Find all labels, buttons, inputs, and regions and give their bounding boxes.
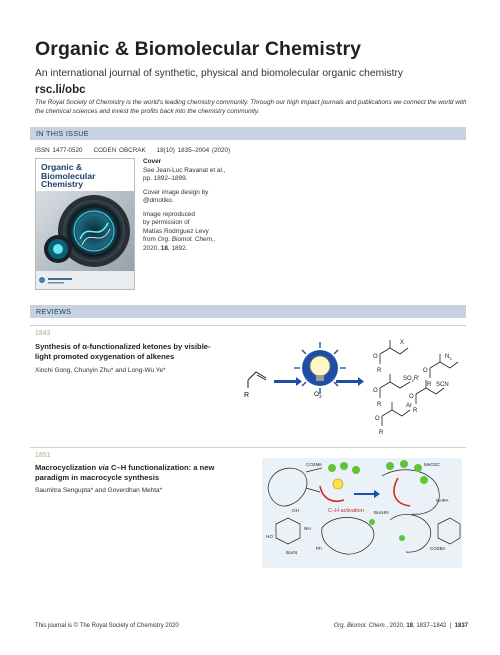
macrocyclization-graphic xyxy=(262,458,462,568)
reproduction-credit: by permission of xyxy=(143,219,190,226)
graphic-label: CO2Bn xyxy=(430,546,446,551)
light-bulb-icon xyxy=(294,342,346,394)
reviews-bar xyxy=(30,305,466,318)
cover-artwork xyxy=(36,191,134,289)
cover-journal-title xyxy=(41,163,95,189)
article-title-line: paradigm in macrocycle synthesis xyxy=(35,473,160,482)
footer-text: , 2020, xyxy=(386,623,407,629)
product-r-label: R xyxy=(377,402,382,408)
credit-volume: 18 xyxy=(160,244,168,252)
cover-title-line: Chemistry xyxy=(41,179,84,190)
product-r-label: R xyxy=(413,408,418,414)
reproduction-credit xyxy=(143,245,243,254)
ketone-synthesis-scheme xyxy=(240,328,470,438)
article-authors: Xinchi Gong, Chunyin Zhu* and Long-Wu Ye* xyxy=(35,367,166,374)
in-this-issue-label: IN THIS ISSUE xyxy=(36,129,89,138)
product-o-label: O xyxy=(375,416,380,422)
product-n3-label xyxy=(445,354,452,361)
graphic-label: HO xyxy=(266,534,273,539)
volume-range: 18(10) 1835–2004 (2020) xyxy=(156,147,231,154)
cover-design-credit: Cover image design by xyxy=(143,188,209,196)
graphic-label: NH xyxy=(304,526,311,531)
title-text: Macrocyclization xyxy=(35,463,99,472)
so2-subscript: 2 xyxy=(411,378,414,383)
article-title[interactable] xyxy=(35,342,235,362)
o2-subscript: 2 xyxy=(319,394,322,399)
reproduction-credit: Image reproduced xyxy=(143,210,195,218)
footer-citation xyxy=(334,623,468,629)
oxygen-label xyxy=(314,391,322,399)
product-ar-label: Ar xyxy=(406,403,412,409)
product-r-label: R xyxy=(427,382,432,388)
article-title-line: Synthesis of α-functionalized ketones by visible- xyxy=(35,342,211,351)
credit-text: 2020, xyxy=(143,244,161,252)
cover-title-line: Biomolecular xyxy=(41,170,96,181)
so2-text: SO xyxy=(403,376,412,382)
title-text: C–H functionalization: a new xyxy=(108,463,215,472)
page-number: 1851 xyxy=(35,452,51,459)
credit-text: , xyxy=(213,236,216,243)
graphic-label: CO2Me xyxy=(306,462,322,467)
cover-reference[interactable] xyxy=(143,167,243,184)
credit-text: , 1892. xyxy=(167,244,188,252)
product-r-label: R xyxy=(379,430,384,436)
journal-url[interactable]: rsc.li/obc xyxy=(35,84,86,96)
product-so2r-label xyxy=(403,376,419,383)
article-title-line xyxy=(35,463,235,473)
in-this-issue-bar xyxy=(30,127,466,140)
graphic-label: OH xyxy=(292,508,299,513)
article-title-line: light promoted oxygenation of alkenes xyxy=(35,352,175,361)
product-scn-label: SCN xyxy=(436,382,449,388)
product-o-label: O xyxy=(373,354,378,360)
ch-activation-label: C–H activation xyxy=(328,508,364,514)
reproduction-credit: Matías Rodríguez Levy xyxy=(143,227,209,235)
graphic-label: NHPA xyxy=(436,498,449,503)
journal-subtitle: An international journal of synthetic, physical and biomolecular organic chemistry xyxy=(35,68,404,79)
title-italic: via xyxy=(98,463,109,472)
graphic-label: Ph xyxy=(316,546,322,551)
graphic-label: MeO2C xyxy=(424,462,440,467)
n3-subscript: 3 xyxy=(449,356,452,361)
cover-caption xyxy=(143,158,243,253)
cover-title-line: Organic & xyxy=(41,162,83,172)
divider xyxy=(30,325,466,326)
footer-separator: | xyxy=(449,623,452,629)
article-title[interactable] xyxy=(35,463,235,483)
graphic-label: BocN xyxy=(286,550,298,555)
reaction-arrowhead xyxy=(296,377,302,386)
page-number: 1843 xyxy=(35,330,51,337)
footer-page-number: 1837 xyxy=(454,623,468,629)
o2-text: O xyxy=(314,391,320,398)
cover-reference-line: See Jean-Luc Ravanat et al., xyxy=(143,166,226,174)
footer-journal: Org. Biomol. Chem. xyxy=(333,623,387,629)
catalyst-icon xyxy=(333,479,343,489)
so2-r-text: R' xyxy=(413,376,420,382)
issn: ISSN 1477-0520 xyxy=(35,147,83,154)
rsc-description: The Royal Society of Chemistry is the world's leading chemistry community. Through our high impact journals and publications we connect the world with the chemical sciences and invest the profits back into the chemistry community. xyxy=(35,99,467,115)
article-authors: Saumitra Sengupta* and Goverdhan Mehta* xyxy=(35,487,163,494)
product-o-label: O xyxy=(409,394,414,400)
product-x-label: X xyxy=(400,340,405,346)
coden: CODEN OBCRAK xyxy=(93,147,146,154)
reviews-label: REVIEWS xyxy=(36,307,72,316)
cover-thumbnail[interactable] xyxy=(35,158,135,290)
reaction-arrow-left xyxy=(274,380,296,383)
footer-copyright: This journal is © The Royal Society of Chemistry 2020 xyxy=(35,623,179,629)
product-o-label: O xyxy=(423,368,428,374)
reaction-arrow-right xyxy=(336,380,358,383)
reaction-arrowhead xyxy=(358,377,364,386)
cover-heading: Cover xyxy=(143,158,162,165)
cover-design-credit: @dmotiko. xyxy=(143,197,174,204)
footer-pages: , 1837–1842 xyxy=(413,623,447,629)
reproduction-credit xyxy=(143,236,243,245)
journal-title: Organic & Biomolecular Chemistry xyxy=(35,38,362,60)
cover-reference-line: pp. 1892–1899. xyxy=(143,175,188,182)
product-o-label: O xyxy=(373,388,378,394)
product-r-label: R xyxy=(377,368,382,374)
graphic-label: BocHN xyxy=(374,510,389,515)
scheme-r-label: R xyxy=(244,392,250,399)
issn-line xyxy=(35,147,230,154)
credit-text: from xyxy=(143,236,158,243)
n3-text: N xyxy=(445,354,450,360)
credit-journal: Org. Biomol. Chem. xyxy=(157,236,214,243)
footer-volume: 18 xyxy=(406,623,414,629)
divider xyxy=(30,447,466,448)
